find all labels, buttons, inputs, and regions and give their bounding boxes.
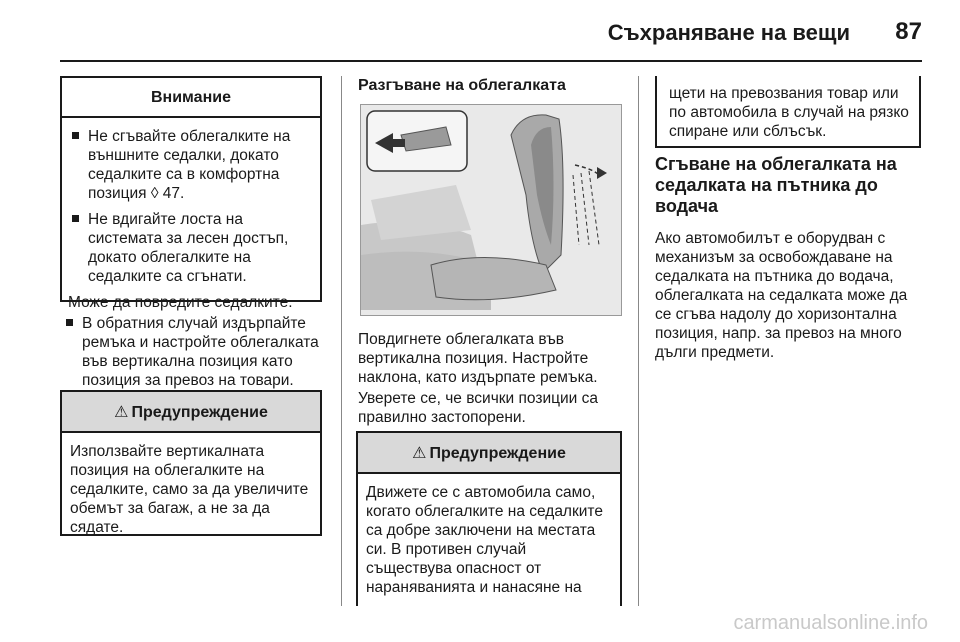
section-heading: Сгъване на облегалката на седалката на пътника до водача bbox=[655, 154, 897, 216]
paragraph: Повдигнете облегалката във вертикална позиция. Настройте наклона, като издърпате ремъка. bbox=[358, 331, 598, 386]
warning-box-title: Предупреждение bbox=[429, 445, 566, 462]
seat-backrest-illustration bbox=[360, 104, 622, 316]
warning-icon: ⚠ bbox=[412, 445, 427, 462]
column-separator bbox=[638, 76, 639, 606]
header-rule bbox=[60, 60, 922, 62]
caution-list bbox=[68, 127, 312, 286]
warning-box-text: Движете се с автомобила само, когато облегалките на седалките са добре заключени на местата си. В противен случай съществува опасност от нараняванията и нанасяне на bbox=[366, 484, 603, 596]
page-title: Съхраняване на вещи bbox=[607, 20, 850, 45]
paragraph: Уверете се, че всички позиции са правилно застопорени. bbox=[358, 390, 598, 426]
caution-item: Не сгъвайте облегалките на външните седалки, докато седалките са в комфортна позиция ◊ 47. bbox=[68, 127, 312, 203]
caution-box-title: Внимание bbox=[62, 78, 320, 118]
warning-box-title: Предупреждение bbox=[131, 404, 268, 421]
watermark: carmanualsonline.info bbox=[733, 612, 928, 634]
warning-box-header bbox=[358, 433, 620, 474]
warning-box-header bbox=[62, 392, 320, 433]
column-separator bbox=[341, 76, 342, 606]
paragraph: Ако автомобилът е оборудван с механизъм за освобождаване на седалката на пътника до водача, облегалката на седалката може да се сгъва надолу до хоризонтална позиция, напр. за превоз на много дълги предмети. bbox=[655, 230, 908, 361]
caution-footer: Може да повредите седалките. bbox=[68, 294, 293, 311]
warning-box-continued bbox=[655, 76, 921, 148]
bullet-item: В обратния случай издърпайте ремъка и настройте облегалката във вертикална позиция като позиция за превоз на товари. bbox=[62, 314, 328, 390]
bullet-list bbox=[62, 314, 328, 397]
caution-item: Не вдигайте лоста на системата за лесен достъп, докато облегалките на седалките са сгънати. bbox=[68, 210, 312, 286]
section-heading: Разгъване на облегалката bbox=[358, 77, 566, 94]
warning-icon: ⚠ bbox=[114, 404, 129, 421]
seat-illustration-svg bbox=[361, 105, 621, 315]
warning-box bbox=[356, 431, 622, 606]
warning-box bbox=[60, 390, 322, 536]
warning-box-text: щети на превозвания товар или по автомобила в случай на рязко спиране или сблъсък. bbox=[669, 85, 909, 140]
caution-box bbox=[60, 76, 322, 311]
warning-box-text: Използвайте вертикалната позиция на облегалките на седалките, само за да увеличите обемът за багаж, а не за да сядате. bbox=[70, 443, 309, 536]
page-number: 87 bbox=[895, 18, 922, 45]
